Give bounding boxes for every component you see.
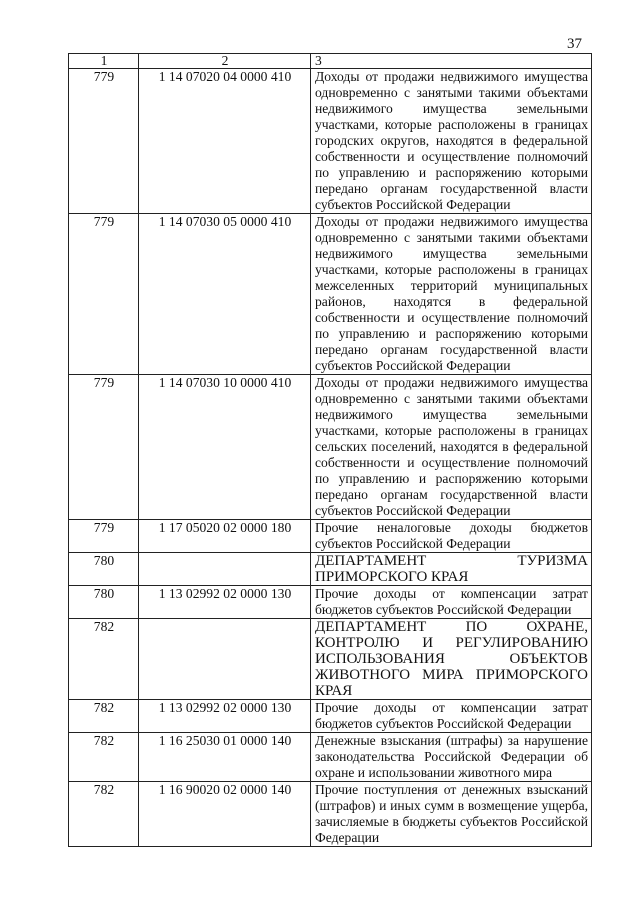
revenue-description-cell: Денежные взыскания (штрафы) за нарушение законодательства Российской Федерации об охране и использовании животного мира (311, 733, 592, 782)
revenue-description-cell: Прочие неналоговые доходы бюджетов субъектов Российской Федерации (311, 520, 592, 553)
table-row (69, 375, 592, 520)
revenue-code-cell (139, 553, 311, 586)
revenue-code-cell: 1 14 07030 05 0000 410 (139, 214, 311, 375)
revenue-description-cell: Прочие доходы от компенсации затрат бюджетов субъектов Российской Федерации (311, 586, 592, 619)
revenue-codes-table (68, 53, 592, 847)
table-row (69, 586, 592, 619)
table-row (69, 214, 592, 375)
revenue-description-cell: Доходы от продажи недвижимого имущества одновременно с занятыми такими объектами недвижимого имущества земельными участками, которые расположены в границах сельских поселений, находятся в федеральной собственности и осуществление полномочий по управлению и распоряжению которыми передано органам государственной власти субъектов Российской Федерации (311, 375, 592, 520)
table-row (69, 733, 592, 782)
admin-code-cell: 779 (69, 375, 139, 520)
department-name-cell: ДЕПАРТАМЕНТ ТУРИЗМА ПРИМОРСКОГО КРАЯ (311, 553, 592, 586)
revenue-description-cell: Прочие поступления от денежных взысканий (штрафов) и иных сумм в возмещение ущерба, зачисляемые в бюджеты субъектов Российской Федерации (311, 782, 592, 847)
department-name-cell: ДЕПАРТАМЕНТ ПО ОХРАНЕ, КОНТРОЛЮ И РЕГУЛИРОВАНИЮ ИСПОЛЬЗОВАНИЯ ОБЪЕКТОВ ЖИВОТНОГО МИРА ПРИМОРСКОГО КРАЯ (311, 619, 592, 700)
table-row (69, 520, 592, 553)
revenue-code-cell: 1 13 02992 02 0000 130 (139, 700, 311, 733)
admin-code-cell: 780 (69, 553, 139, 586)
revenue-code-cell: 1 17 05020 02 0000 180 (139, 520, 311, 553)
column-header-1: 1 (69, 54, 139, 69)
revenue-code-cell: 1 13 02992 02 0000 130 (139, 586, 311, 619)
table-row-department (69, 619, 592, 700)
admin-code-cell: 780 (69, 586, 139, 619)
revenue-code-cell: 1 16 25030 01 0000 140 (139, 733, 311, 782)
table-row (69, 782, 592, 847)
revenue-code-cell: 1 16 90020 02 0000 140 (139, 782, 311, 847)
column-header-2: 2 (139, 54, 311, 69)
admin-code-cell: 779 (69, 214, 139, 375)
admin-code-cell: 782 (69, 619, 139, 700)
revenue-code-cell: 1 14 07030 10 0000 410 (139, 375, 311, 520)
admin-code-cell: 782 (69, 782, 139, 847)
admin-code-cell: 779 (69, 520, 139, 553)
table-row (69, 69, 592, 214)
page-number: 37 (567, 36, 582, 52)
table-row-department (69, 553, 592, 586)
column-header-3: 3 (311, 54, 592, 69)
admin-code-cell: 782 (69, 700, 139, 733)
table-row (69, 700, 592, 733)
revenue-description-cell: Доходы от продажи недвижимого имущества одновременно с занятыми такими объектами недвижимого имущества земельными участками, которые расположены в границах городских округов, находятся в федеральной собственности и осуществление полномочий по управлению и распоряжению которыми передано органам государственной власти субъектов Российской Федерации (311, 69, 592, 214)
admin-code-cell: 779 (69, 69, 139, 214)
revenue-description-cell: Доходы от продажи недвижимого имущества одновременно с занятыми такими объектами недвижимого имущества земельными участками, которые расположены в границах межселенных территорий муниципальных районов, находятся в федеральной собственности и осуществление полномочий по управлению и распоряжению которыми передано органам государственной власти субъектов Российской Федерации (311, 214, 592, 375)
admin-code-cell: 782 (69, 733, 139, 782)
table-header-row (69, 54, 592, 69)
revenue-code-cell: 1 14 07020 04 0000 410 (139, 69, 311, 214)
revenue-code-cell (139, 619, 311, 700)
revenue-description-cell: Прочие доходы от компенсации затрат бюджетов субъектов Российской Федерации (311, 700, 592, 733)
